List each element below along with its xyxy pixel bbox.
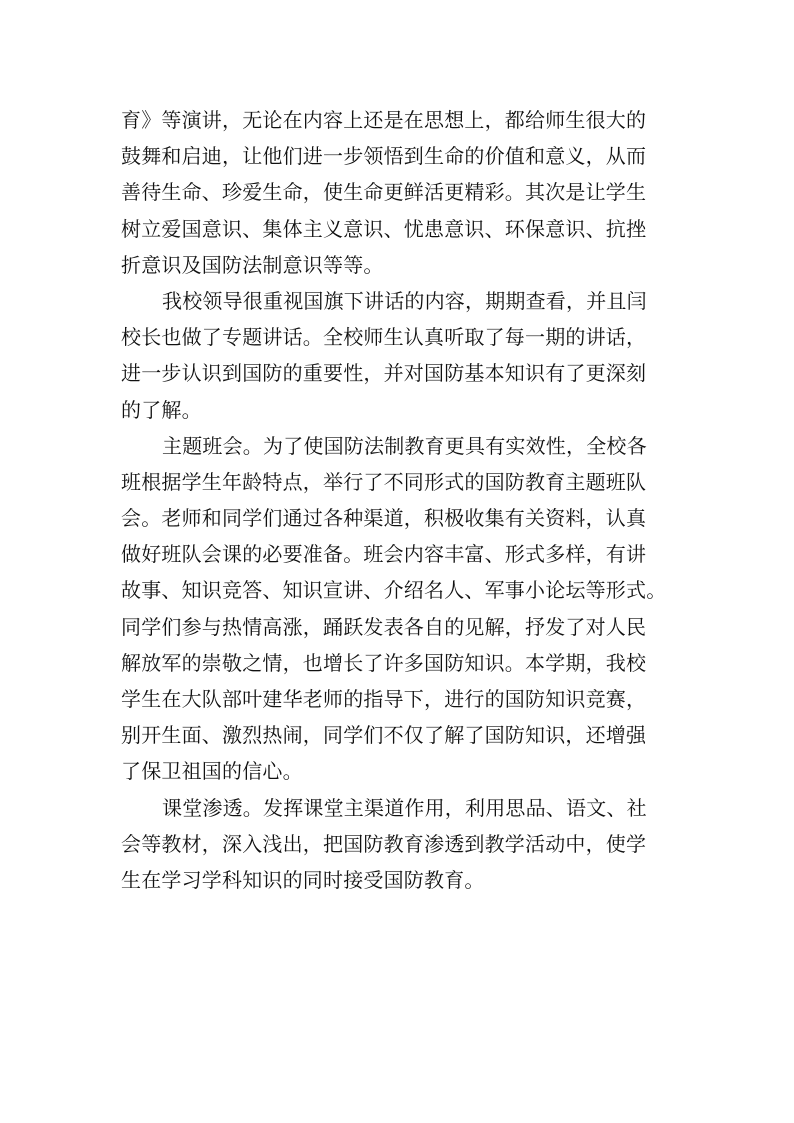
text-line: 的了解。 (121, 397, 202, 422)
paragraph-2 (121, 283, 681, 428)
text-line: 我校领导很重视国旗下讲话的内容，期期查看，并且闫 (162, 288, 647, 313)
text-line: 了保卫祖国的信心。 (121, 759, 303, 784)
text-line: 别开生面、激烈热闹，同学们不仅了解了国防知识，还增强 (121, 723, 647, 748)
text-line: 鼓舞和启迪，让他们进一步领悟到生命的价值和意义，从而 (121, 144, 647, 169)
text-line: 做好班队会课的必要准备。班会内容丰富、形式多样，有讲 (121, 542, 647, 567)
text-line: 班根据学生年龄特点，举行了不同形式的国防教育主题班队 (121, 469, 647, 494)
text-line: 同学们参与热情高涨，踊跃发表各自的见解，抒发了对人民 (121, 614, 647, 639)
text-line: 学生在大队部叶建华老师的指导下，进行的国防知识竞赛， (121, 687, 647, 711)
paragraph-3 (121, 428, 681, 790)
text-line: 会。老师和同学们通过各种渠道，积极收集有关资料，认真 (121, 506, 647, 531)
text-line: 课堂渗透。发挥课堂主渠道作用，利用思品、语文、社 (162, 795, 647, 820)
text-line: 育》等演讲，无论在内容上还是在思想上，都给师生很大的 (121, 108, 647, 132)
text-line: 生在学习学科知识的同时接受国防教育。 (121, 867, 485, 892)
text-line: 树立爱国意识、集体主义意识、忧患意识、环保意识、抗挫 (121, 216, 647, 241)
text-line: 故事、知识竞答、知识宣讲、介绍名人、军事小论坛等形式。 (121, 578, 667, 603)
text-line: 解放军的崇敬之情，也增长了许多国防知识。本学期，我校 (121, 650, 647, 675)
paragraph-4 (121, 790, 681, 899)
paragraph-1 (121, 102, 681, 283)
body-text (121, 102, 681, 898)
text-line: 校长也做了专题讲话。全校师生认真听取了每一期的讲话， (121, 325, 647, 350)
text-line: 进一步认识到国防的重要性，并对国防基本知识有了更深刻 (121, 361, 647, 386)
text-line: 善待生命、珍爱生命，使生命更鲜活更精彩。其次是让学生 (121, 180, 647, 205)
text-line: 会等教材，深入浅出，把国防教育渗透到教学活动中，使学 (121, 831, 647, 856)
text-line: 折意识及国防法制意识等等。 (121, 252, 384, 277)
text-line: 主题班会。为了使国防法制教育更具有实效性，全校各 (162, 433, 647, 458)
